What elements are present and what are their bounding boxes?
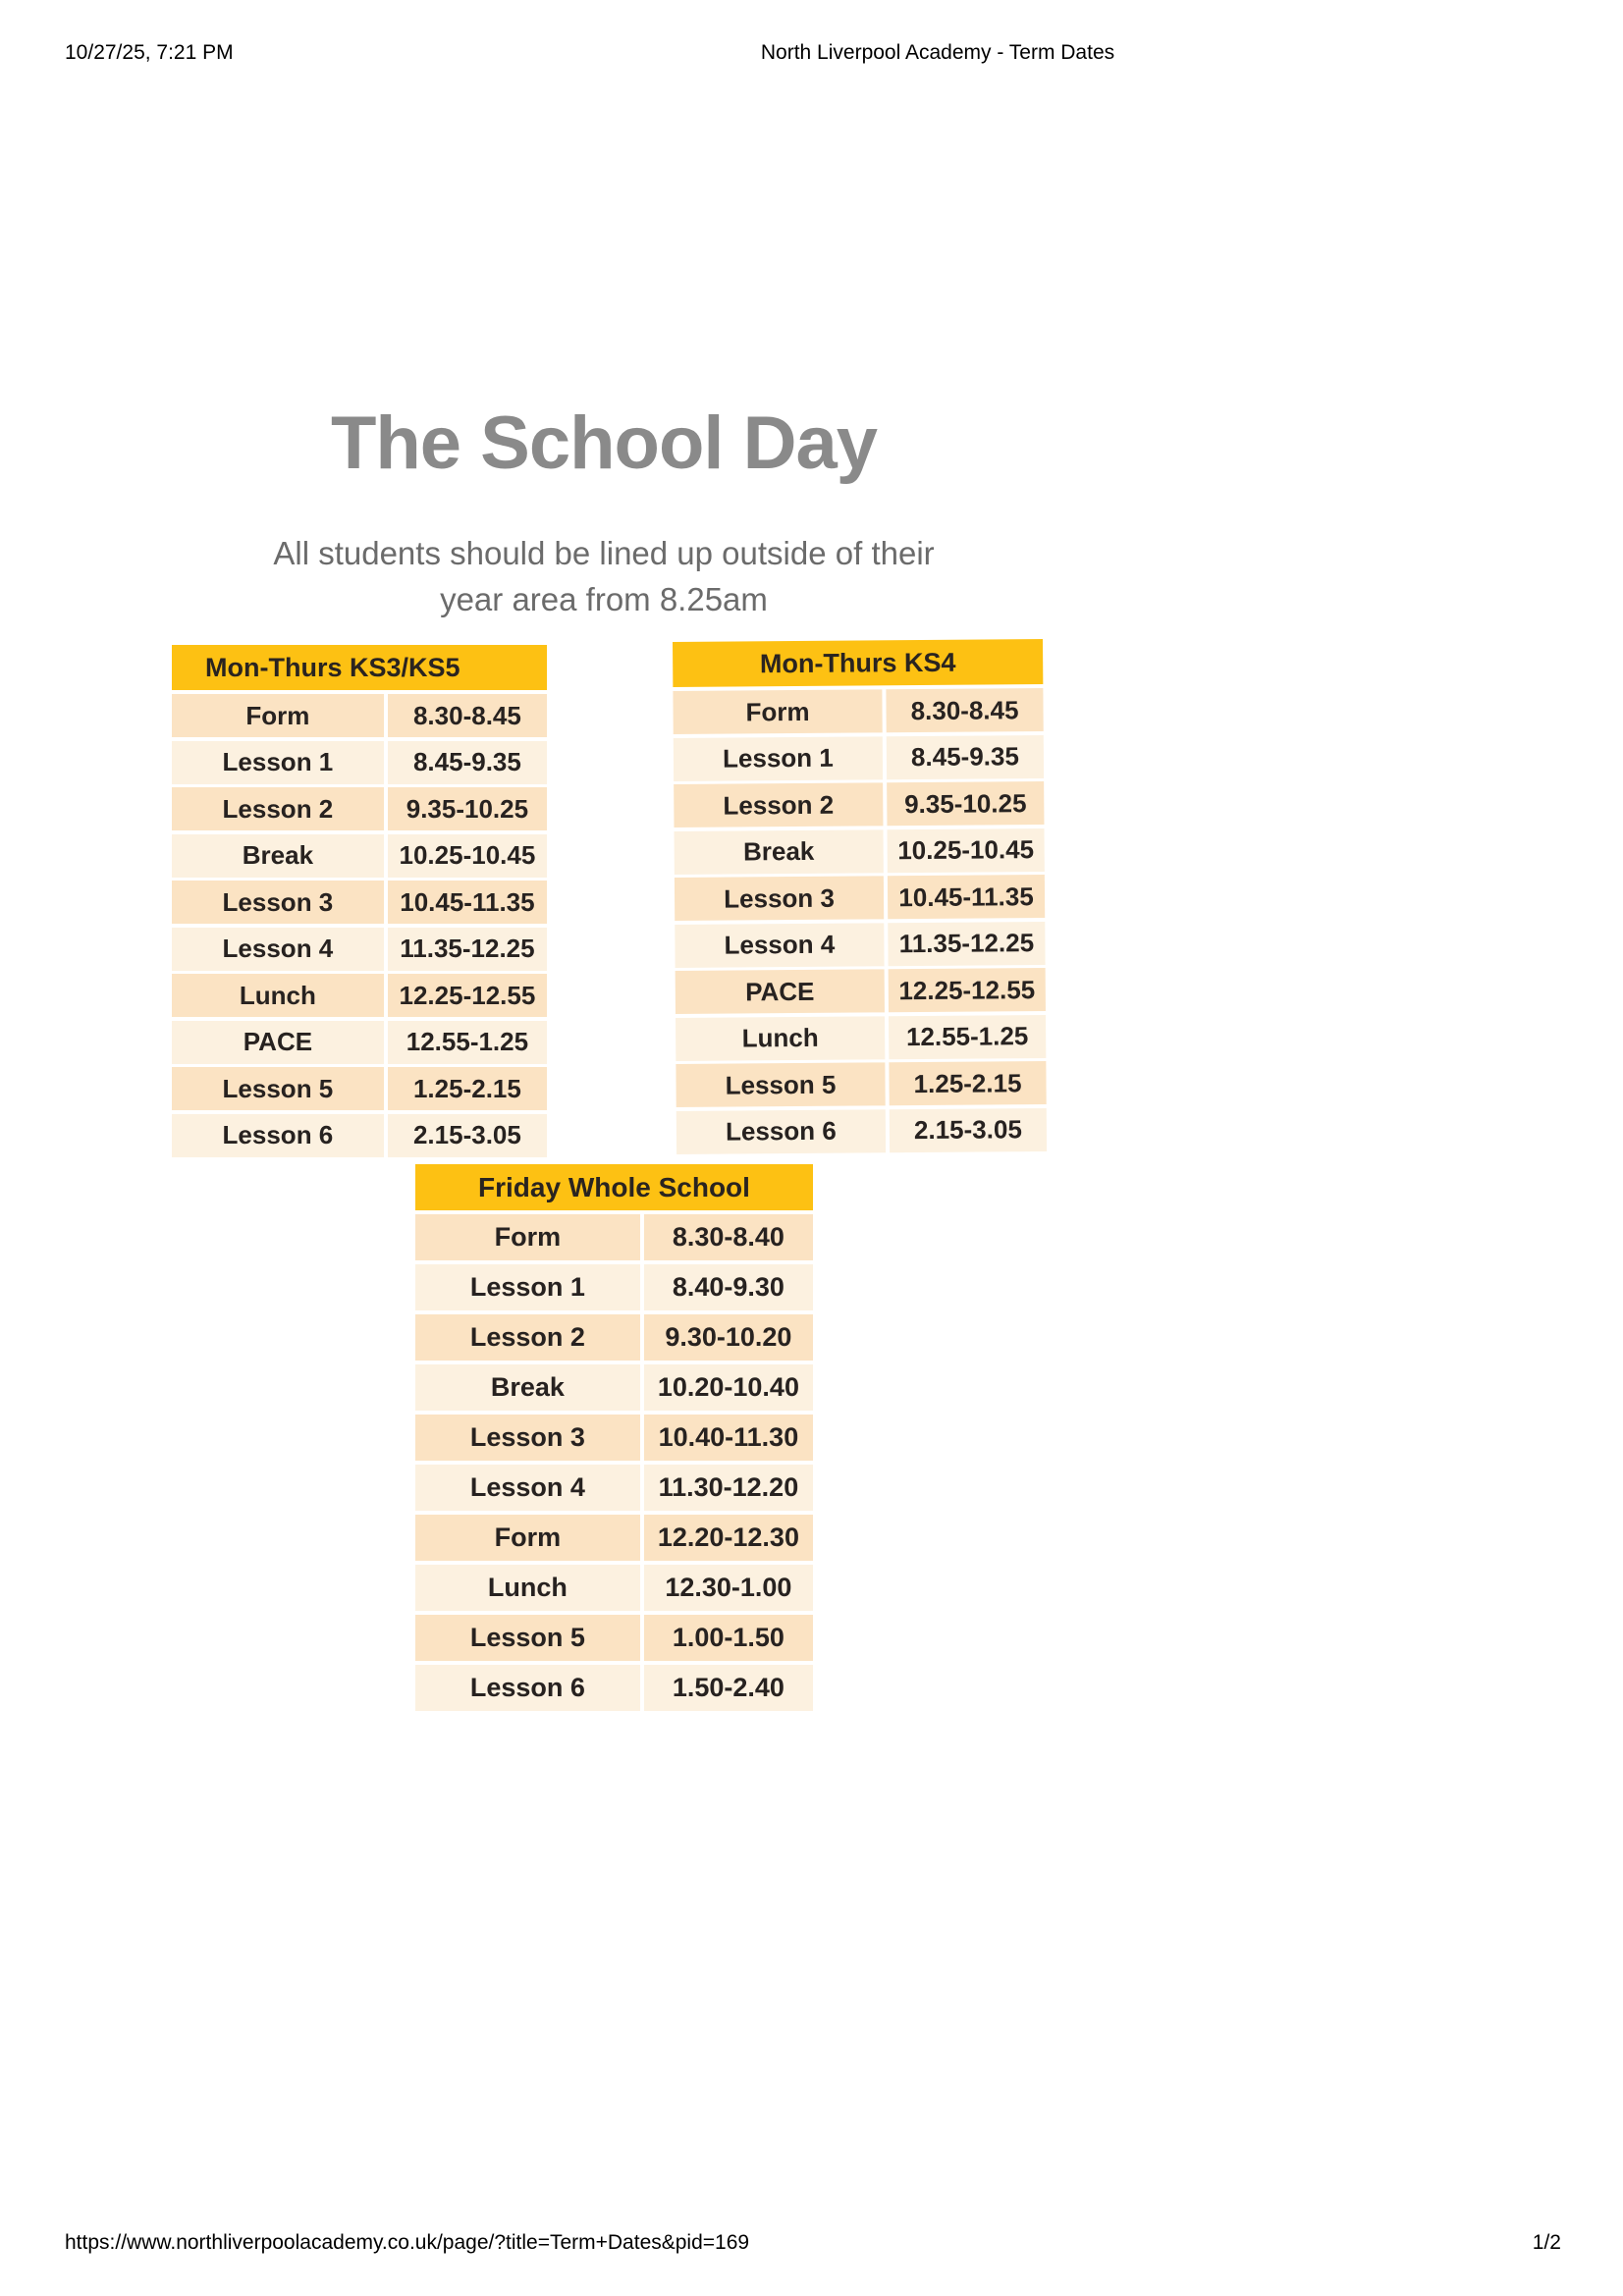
period-time-cell: 1.50-2.40: [644, 1665, 813, 1711]
period-label-cell: PACE: [172, 1021, 384, 1064]
table-row: [676, 1015, 1046, 1061]
period-time-cell: 11.30-12.20: [644, 1465, 813, 1511]
table-header: Mon-Thurs KS4: [673, 639, 1043, 687]
table-row: [674, 735, 1044, 781]
period-time-cell: 10.45-11.35: [388, 881, 547, 924]
period-label-cell: Form: [415, 1214, 640, 1260]
table-row: [172, 974, 547, 1017]
page-subtitle-line2: year area from 8.25am: [440, 581, 768, 617]
period-time-cell: 9.35-10.25: [388, 787, 547, 830]
period-time-cell: 11.35-12.25: [388, 928, 547, 971]
period-label-cell: Lunch: [676, 1016, 885, 1061]
table-row: [415, 1264, 813, 1310]
period-label-cell: Lesson 6: [676, 1109, 886, 1154]
table-row: [676, 1108, 1047, 1154]
period-label-cell: Lesson 5: [676, 1062, 885, 1107]
table-row: [415, 1565, 813, 1611]
period-label-cell: Lesson 6: [415, 1665, 640, 1711]
period-label-cell: Lesson 5: [415, 1615, 640, 1661]
period-time-cell: 1.25-2.15: [388, 1067, 547, 1110]
period-time-cell: 12.20-12.30: [644, 1515, 813, 1561]
period-label-cell: Form: [172, 694, 384, 737]
period-label-cell: Lesson 5: [172, 1067, 384, 1110]
page-subtitle-line1: All students should be lined up outside of their: [273, 535, 935, 571]
table-row: [415, 1314, 813, 1361]
table-row: [676, 968, 1046, 1014]
period-time-cell: 8.40-9.30: [644, 1264, 813, 1310]
table-row: [415, 1415, 813, 1461]
table-row: [172, 787, 547, 830]
period-label-cell: Form: [673, 689, 882, 734]
period-time-cell: 10.25-10.45: [388, 834, 547, 878]
table-header: Mon-Thurs KS3/KS5: [172, 645, 547, 690]
period-time-cell: 10.40-11.30: [644, 1415, 813, 1461]
period-time-cell: 2.15-3.05: [388, 1114, 547, 1157]
page-subtitle: [273, 530, 934, 622]
print-header-datetime: 10/27/25, 7:21 PM: [65, 41, 234, 64]
period-label-cell: Lesson 4: [675, 923, 884, 968]
period-label-cell: Form: [415, 1515, 640, 1561]
period-label-cell: Break: [415, 1364, 640, 1411]
print-header-document-title: North Liverpool Academy - Term Dates: [760, 41, 1115, 64]
period-time-cell: 12.55-1.25: [889, 1015, 1046, 1059]
period-time-cell: 10.20-10.40: [644, 1364, 813, 1411]
period-time-cell: 9.35-10.25: [887, 781, 1044, 826]
period-label-cell: Lesson 4: [172, 928, 384, 971]
period-time-cell: 10.25-10.45: [888, 828, 1045, 873]
period-label-cell: Lesson 3: [415, 1415, 640, 1461]
period-label-cell: Lunch: [415, 1565, 640, 1611]
period-time-cell: 8.30-8.45: [388, 694, 547, 737]
period-time-cell: 8.45-9.35: [388, 741, 547, 784]
table-row: [415, 1465, 813, 1511]
table-row: [172, 928, 547, 971]
table-row: [172, 881, 547, 924]
table-header: Friday Whole School: [415, 1164, 813, 1210]
print-footer-page-number: 1/2: [1532, 2231, 1561, 2254]
table-row: [172, 1021, 547, 1064]
period-label-cell: Lesson 3: [675, 876, 884, 921]
period-label-cell: Lesson 1: [674, 736, 883, 781]
table-row: [675, 922, 1045, 968]
table-row: [676, 1061, 1046, 1107]
table-row: [172, 1067, 547, 1110]
period-label-cell: Lunch: [172, 974, 384, 1017]
period-label-cell: Lesson 2: [172, 787, 384, 830]
table-row: [172, 694, 547, 737]
period-label-cell: Lesson 1: [172, 741, 384, 784]
period-label-cell: Lesson 3: [172, 881, 384, 924]
period-time-cell: 12.25-12.55: [889, 968, 1046, 1012]
period-label-cell: Lesson 2: [674, 782, 883, 828]
period-time-cell: 9.30-10.20: [644, 1314, 813, 1361]
period-time-cell: 12.55-1.25: [388, 1021, 547, 1064]
schedule-table-friday: [415, 1164, 813, 1715]
period-time-cell: 11.35-12.25: [888, 922, 1045, 966]
table-row: [673, 688, 1043, 734]
table-row: [674, 781, 1044, 828]
period-time-cell: 12.25-12.55: [388, 974, 547, 1017]
period-time-cell: 12.30-1.00: [644, 1565, 813, 1611]
table-row: [675, 828, 1045, 875]
table-row: [415, 1515, 813, 1561]
period-time-cell: 8.30-8.45: [886, 688, 1043, 732]
page-title: The School Day: [330, 401, 878, 485]
table-row: [415, 1615, 813, 1661]
table-row: [415, 1214, 813, 1260]
period-time-cell: 8.30-8.40: [644, 1214, 813, 1260]
period-label-cell: Lesson 1: [415, 1264, 640, 1310]
schedule-table-ks4: [673, 639, 1047, 1157]
period-label-cell: Break: [675, 829, 884, 875]
period-time-cell: 10.45-11.35: [888, 875, 1045, 919]
period-time-cell: 1.25-2.15: [889, 1061, 1046, 1105]
period-time-cell: 1.00-1.50: [644, 1615, 813, 1661]
table-row: [675, 875, 1045, 921]
period-time-cell: 2.15-3.05: [890, 1108, 1047, 1152]
period-label-cell: Lesson 6: [172, 1114, 384, 1157]
table-row: [415, 1665, 813, 1711]
period-label-cell: Lesson 2: [415, 1314, 640, 1361]
schedule-table-ks3-ks5: [172, 645, 547, 1160]
table-row: [172, 741, 547, 784]
period-label-cell: PACE: [676, 969, 885, 1014]
period-time-cell: 8.45-9.35: [887, 735, 1044, 779]
period-label-cell: Lesson 4: [415, 1465, 640, 1511]
period-label-cell: Break: [172, 834, 384, 878]
print-footer-url: https://www.northliverpoolacademy.co.uk/page/?title=Term+Dates&pid=169: [65, 2231, 750, 2254]
table-row: [415, 1364, 813, 1411]
table-row: [172, 1114, 547, 1157]
table-row: [172, 834, 547, 878]
